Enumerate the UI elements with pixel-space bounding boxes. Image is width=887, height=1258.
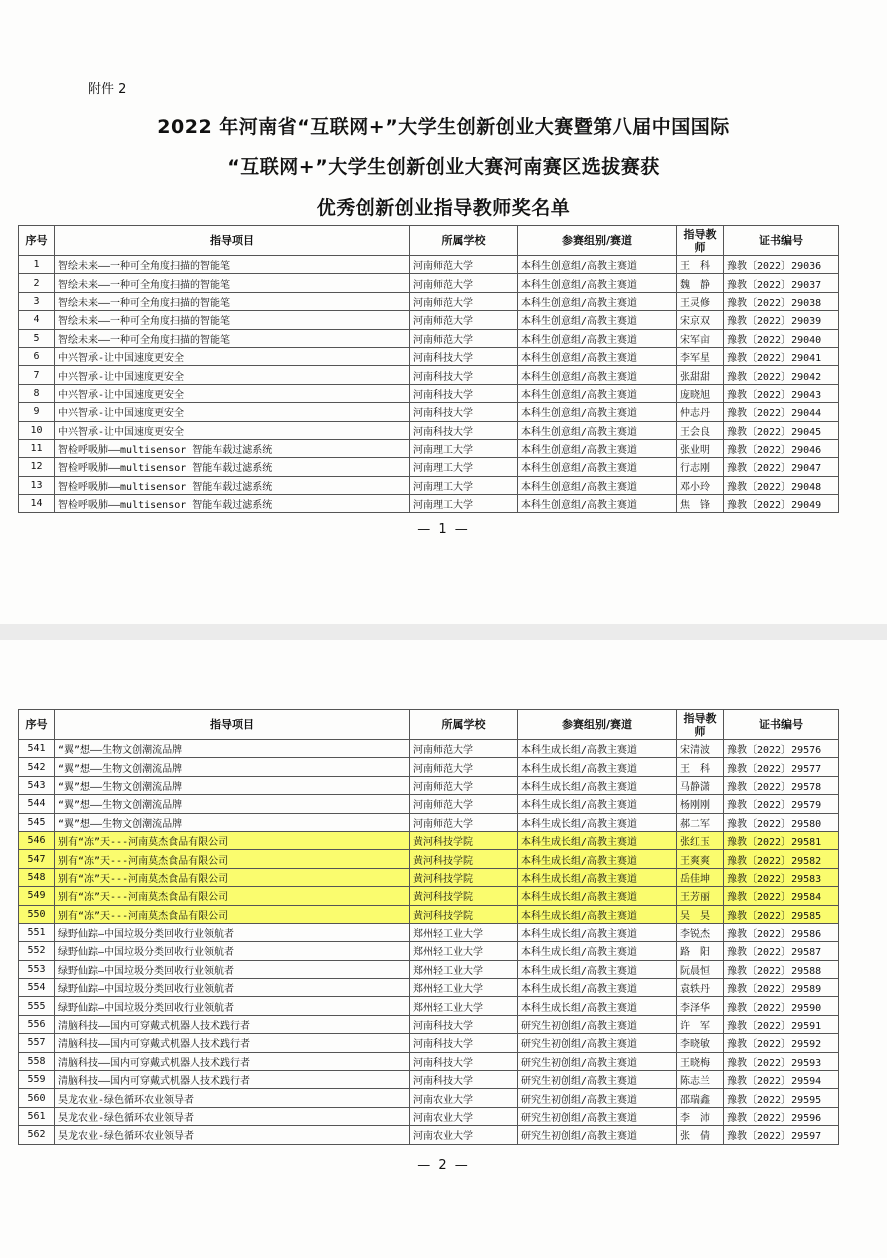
table-row [19,1089,839,1107]
cell-no: 4 [19,311,55,329]
table-row [19,384,839,402]
cell-project: “翼”想——生物文创潮流品牌 [55,795,410,813]
cell-school: 河南师范大学 [410,795,518,813]
cell-track: 本科生成长组/高教主赛道 [518,776,677,794]
cell-project: “翼”想——生物文创潮流品牌 [55,776,410,794]
table-row [19,1071,839,1089]
cell-track: 本科生成长组/高教主赛道 [518,887,677,905]
cell-cert: 豫教〔2022〕29586 [724,923,839,941]
cell-project: 清脑科技——国内可穿戴式机器人技术践行者 [55,1071,410,1089]
cell-track: 本科生成长组/高教主赛道 [518,868,677,886]
cell-teacher: 吴 昊 [677,905,724,923]
col-header-teacher: 指导教师 [677,710,724,740]
table-row [19,758,839,776]
document-title-line-3: 优秀创新创业指导教师奖名单 [316,197,571,219]
cell-cert: 豫教〔2022〕29579 [724,795,839,813]
table-row [19,850,839,868]
cell-teacher: 杨刚刚 [677,795,724,813]
cell-teacher: 张业明 [677,439,724,457]
cell-no: 550 [19,905,55,923]
cell-no: 553 [19,960,55,978]
table-row [19,813,839,831]
cell-no: 544 [19,795,55,813]
table-row [19,868,839,886]
cell-no: 556 [19,1015,55,1033]
cell-teacher: 魏 静 [677,274,724,292]
cell-school: 河南师范大学 [410,758,518,776]
cell-school: 黄河科技学院 [410,831,518,849]
cell-cert: 豫教〔2022〕29584 [724,887,839,905]
cell-track: 研究生初创组/高教主赛道 [518,1107,677,1125]
cell-no: 555 [19,997,55,1015]
cell-no: 541 [19,740,55,758]
table-row [19,776,839,794]
cell-cert: 豫教〔2022〕29047 [724,458,839,476]
cell-school: 黄河科技学院 [410,905,518,923]
cell-track: 本科生创意组/高教主赛道 [518,347,677,365]
cell-project: 昊龙农业-绿色循环农业领导者 [55,1126,410,1144]
col-header-no: 序号 [19,710,55,740]
cell-no: 2 [19,274,55,292]
cell-no: 3 [19,292,55,310]
cell-teacher: 袁轶丹 [677,979,724,997]
cell-cert: 豫教〔2022〕29582 [724,850,839,868]
table-row [19,979,839,997]
cell-school: 河南师范大学 [410,740,518,758]
cell-teacher: 焦 锋 [677,495,724,513]
cell-project: 绿野仙踪—中国垃圾分类回收行业领航者 [55,923,410,941]
cell-cert: 豫教〔2022〕29049 [724,495,839,513]
cell-cert: 豫教〔2022〕29585 [724,905,839,923]
cell-project: 中兴智承-让中国速度更安全 [55,421,410,439]
cell-no: 10 [19,421,55,439]
cell-no: 551 [19,923,55,941]
cell-project: 中兴智承-让中国速度更安全 [55,384,410,402]
cell-teacher: 郝二军 [677,813,724,831]
table-row [19,1034,839,1052]
cell-track: 研究生初创组/高教主赛道 [518,1089,677,1107]
cell-teacher: 邵瑞鑫 [677,1089,724,1107]
cell-cert: 豫教〔2022〕29589 [724,979,839,997]
cell-school: 河南农业大学 [410,1107,518,1125]
cell-teacher: 王晓梅 [677,1052,724,1070]
cell-track: 本科生创意组/高教主赛道 [518,495,677,513]
cell-cert: 豫教〔2022〕29045 [724,421,839,439]
cell-project: 中兴智承-让中国速度更安全 [55,403,410,421]
cell-school: 河南科技大学 [410,1052,518,1070]
cell-school: 河南师范大学 [410,776,518,794]
cell-no: 1 [19,256,55,274]
cell-no: 11 [19,439,55,457]
cell-school: 河南科技大学 [410,366,518,384]
cell-project: 别有“冻”天---河南莫杰食品有限公司 [55,850,410,868]
col-header-project: 指导项目 [55,710,410,740]
cell-no: 13 [19,476,55,494]
cell-cert: 豫教〔2022〕29583 [724,868,839,886]
cell-no: 9 [19,403,55,421]
cell-cert: 豫教〔2022〕29042 [724,366,839,384]
table-header-row [19,226,839,256]
cell-track: 本科生创意组/高教主赛道 [518,329,677,347]
cell-cert: 豫教〔2022〕29592 [724,1034,839,1052]
cell-track: 本科生成长组/高教主赛道 [518,813,677,831]
table-row [19,366,839,384]
cell-project: 智绘未来——一种可全角度扫描的智能笔 [55,292,410,310]
cell-cert: 豫教〔2022〕29046 [724,439,839,457]
cell-track: 本科生成长组/高教主赛道 [518,942,677,960]
cell-project: 智绘未来——一种可全角度扫描的智能笔 [55,256,410,274]
cell-school: 河南师范大学 [410,274,518,292]
cell-project: 智绘未来——一种可全角度扫描的智能笔 [55,274,410,292]
table-row [19,495,839,513]
cell-cert: 豫教〔2022〕29577 [724,758,839,776]
cell-teacher: 王灵修 [677,292,724,310]
cell-track: 本科生创意组/高教主赛道 [518,421,677,439]
cell-track: 本科生成长组/高教主赛道 [518,923,677,941]
cell-no: 12 [19,458,55,476]
table-header-row [19,710,839,740]
cell-track: 本科生成长组/高教主赛道 [518,758,677,776]
table-row [19,1107,839,1125]
cell-teacher: 张 倩 [677,1126,724,1144]
cell-project: 智绘未来——一种可全角度扫描的智能笔 [55,311,410,329]
cell-cert: 豫教〔2022〕29044 [724,403,839,421]
cell-track: 本科生创意组/高教主赛道 [518,292,677,310]
cell-school: 黄河科技学院 [410,850,518,868]
cell-no: 562 [19,1126,55,1144]
col-header-track: 参赛组别/赛道 [518,226,677,256]
cell-project: 绿野仙踪—中国垃圾分类回收行业领航者 [55,960,410,978]
cell-school: 河南科技大学 [410,347,518,365]
document-title-line-1: 2022 年河南省“互联网+”大学生创新创业大赛暨第八届中国国际 [157,116,730,138]
col-header-school: 所属学校 [410,710,518,740]
cell-no: 554 [19,979,55,997]
cell-cert: 豫教〔2022〕29591 [724,1015,839,1033]
cell-project: “翼”想——生物文创潮流品牌 [55,813,410,831]
cell-cert: 豫教〔2022〕29581 [724,831,839,849]
cell-cert: 豫教〔2022〕29588 [724,960,839,978]
cell-no: 547 [19,850,55,868]
cell-project: 智绘未来——一种可全角度扫描的智能笔 [55,329,410,347]
col-header-project: 指导项目 [55,226,410,256]
cell-teacher: 许 军 [677,1015,724,1033]
cell-track: 研究生初创组/高教主赛道 [518,1071,677,1089]
document-title-line-2: “互联网+”大学生创新创业大赛河南赛区选拔赛获 [227,156,660,178]
table-row [19,458,839,476]
cell-cert: 豫教〔2022〕29594 [724,1071,839,1089]
col-header-cert: 证书编号 [724,226,839,256]
cell-track: 研究生初创组/高教主赛道 [518,1034,677,1052]
cell-project: 昊龙农业-绿色循环农业领导者 [55,1089,410,1107]
cell-no: 14 [19,495,55,513]
cell-no: 548 [19,868,55,886]
table-row [19,905,839,923]
cell-track: 本科生创意组/高教主赛道 [518,476,677,494]
table-row [19,960,839,978]
cell-cert: 豫教〔2022〕29039 [724,311,839,329]
cell-school: 河南师范大学 [410,256,518,274]
cell-cert: 豫教〔2022〕29041 [724,347,839,365]
table-row [19,887,839,905]
cell-no: 561 [19,1107,55,1125]
cell-teacher: 张红玉 [677,831,724,849]
table-row [19,421,839,439]
cell-track: 本科生成长组/高教主赛道 [518,979,677,997]
table-row [19,256,839,274]
cell-teacher: 王 科 [677,758,724,776]
cell-teacher: 行志刚 [677,458,724,476]
cell-teacher: 王 科 [677,256,724,274]
cell-teacher: 仲志丹 [677,403,724,421]
cell-track: 研究生初创组/高教主赛道 [518,1015,677,1033]
document-page-1 [0,0,887,624]
cell-project: 清脑科技——国内可穿戴式机器人技术践行者 [55,1015,410,1033]
cell-project: 绿野仙踪—中国垃圾分类回收行业领航者 [55,942,410,960]
cell-school: 河南科技大学 [410,403,518,421]
cell-school: 河南科技大学 [410,1034,518,1052]
cell-cert: 豫教〔2022〕29590 [724,997,839,1015]
cell-teacher: 陈志兰 [677,1071,724,1089]
cell-no: 552 [19,942,55,960]
cell-track: 本科生创意组/高教主赛道 [518,311,677,329]
cell-cert: 豫教〔2022〕29040 [724,329,839,347]
table-row [19,403,839,421]
cell-project: 智检呼吸肺——multisensor 智能车载过滤系统 [55,495,410,513]
cell-teacher: 宋军亩 [677,329,724,347]
cell-cert: 豫教〔2022〕29048 [724,476,839,494]
cell-teacher: 阮晨恒 [677,960,724,978]
cell-school: 河南理工大学 [410,495,518,513]
col-header-cert: 证书编号 [724,710,839,740]
table-row [19,831,839,849]
cell-track: 研究生初创组/高教主赛道 [518,1052,677,1070]
document-page-2 [0,640,887,1258]
cell-no: 549 [19,887,55,905]
cell-teacher: 李锐杰 [677,923,724,941]
cell-no: 5 [19,329,55,347]
table-row [19,439,839,457]
cell-school: 郑州轻工业大学 [410,960,518,978]
cell-cert: 豫教〔2022〕29593 [724,1052,839,1070]
cell-school: 河南师范大学 [410,813,518,831]
cell-no: 542 [19,758,55,776]
cell-school: 河南师范大学 [410,292,518,310]
cell-teacher: 宋京双 [677,311,724,329]
cell-cert: 豫教〔2022〕29597 [724,1126,839,1144]
cell-project: “翼”想——生物文创潮流品牌 [55,758,410,776]
cell-school: 河南理工大学 [410,439,518,457]
cell-teacher: 李晓敏 [677,1034,724,1052]
cell-school: 河南理工大学 [410,476,518,494]
cell-cert: 豫教〔2022〕29595 [724,1089,839,1107]
cell-project: 别有“冻”天---河南莫杰食品有限公司 [55,868,410,886]
cell-project: 智检呼吸肺——multisensor 智能车载过滤系统 [55,476,410,494]
table-row [19,311,839,329]
table-row [19,795,839,813]
cell-school: 河南师范大学 [410,311,518,329]
award-table-page-1 [18,225,839,513]
table-row [19,923,839,941]
annex-label: 附件 2 [88,82,127,97]
table-row [19,292,839,310]
cell-track: 本科生成长组/高教主赛道 [518,997,677,1015]
cell-project: 智检呼吸肺——multisensor 智能车载过滤系统 [55,458,410,476]
cell-project: “翼”想——生物文创潮流品牌 [55,740,410,758]
page-number: — 1 — [417,522,470,537]
cell-project: 绿野仙踪—中国垃圾分类回收行业领航者 [55,997,410,1015]
col-header-teacher: 指导教师 [677,226,724,256]
cell-no: 545 [19,813,55,831]
cell-teacher: 张甜甜 [677,366,724,384]
table-row [19,274,839,292]
cell-track: 本科生成长组/高教主赛道 [518,960,677,978]
cell-track: 本科生成长组/高教主赛道 [518,850,677,868]
table-row [19,1015,839,1033]
table-row [19,942,839,960]
cell-project: 清脑科技——国内可穿戴式机器人技术践行者 [55,1052,410,1070]
cell-cert: 豫教〔2022〕29596 [724,1107,839,1125]
cell-teacher: 岳佳坤 [677,868,724,886]
cell-school: 河南科技大学 [410,421,518,439]
cell-cert: 豫教〔2022〕29587 [724,942,839,960]
cell-no: 6 [19,347,55,365]
cell-track: 本科生创意组/高教主赛道 [518,366,677,384]
cell-school: 郑州轻工业大学 [410,923,518,941]
cell-teacher: 李 沛 [677,1107,724,1125]
cell-school: 河南农业大学 [410,1089,518,1107]
page-number: — 2 — [417,1158,470,1173]
cell-no: 557 [19,1034,55,1052]
cell-track: 本科生成长组/高教主赛道 [518,795,677,813]
cell-teacher: 王会良 [677,421,724,439]
cell-school: 河南科技大学 [410,1071,518,1089]
cell-project: 中兴智承-让中国速度更安全 [55,347,410,365]
cell-project: 中兴智承-让中国速度更安全 [55,366,410,384]
cell-no: 559 [19,1071,55,1089]
table-row [19,476,839,494]
cell-cert: 豫教〔2022〕29578 [724,776,839,794]
cell-teacher: 路 阳 [677,942,724,960]
cell-no: 8 [19,384,55,402]
cell-teacher: 马静潇 [677,776,724,794]
cell-no: 558 [19,1052,55,1070]
cell-track: 本科生创意组/高教主赛道 [518,256,677,274]
cell-cert: 豫教〔2022〕29038 [724,292,839,310]
cell-track: 本科生成长组/高教主赛道 [518,831,677,849]
cell-project: 清脑科技——国内可穿戴式机器人技术践行者 [55,1034,410,1052]
cell-cert: 豫教〔2022〕29580 [724,813,839,831]
cell-no: 546 [19,831,55,849]
cell-cert: 豫教〔2022〕29037 [724,274,839,292]
cell-track: 本科生创意组/高教主赛道 [518,458,677,476]
cell-project: 智检呼吸肺——multisensor 智能车载过滤系统 [55,439,410,457]
cell-school: 河南科技大学 [410,1015,518,1033]
cell-teacher: 宋清波 [677,740,724,758]
cell-project: 别有“冻”天---河南莫杰食品有限公司 [55,905,410,923]
cell-teacher: 李泽华 [677,997,724,1015]
award-table-page-2 [18,709,839,1145]
cell-teacher: 邓小玲 [677,476,724,494]
cell-track: 本科生创意组/高教主赛道 [518,384,677,402]
cell-teacher: 王芳丽 [677,887,724,905]
cell-project: 别有“冻”天---河南莫杰食品有限公司 [55,831,410,849]
cell-track: 本科生创意组/高教主赛道 [518,403,677,421]
cell-school: 郑州轻工业大学 [410,997,518,1015]
table-row [19,329,839,347]
cell-school: 河南科技大学 [410,384,518,402]
cell-track: 本科生创意组/高教主赛道 [518,274,677,292]
cell-track: 本科生成长组/高教主赛道 [518,905,677,923]
cell-school: 河南理工大学 [410,458,518,476]
table-row [19,347,839,365]
cell-school: 河南农业大学 [410,1126,518,1144]
cell-project: 别有“冻”天---河南莫杰食品有限公司 [55,887,410,905]
cell-cert: 豫教〔2022〕29036 [724,256,839,274]
cell-school: 河南师范大学 [410,329,518,347]
cell-no: 7 [19,366,55,384]
cell-track: 研究生初创组/高教主赛道 [518,1126,677,1144]
table-row [19,1052,839,1070]
cell-cert: 豫教〔2022〕29043 [724,384,839,402]
cell-track: 本科生创意组/高教主赛道 [518,439,677,457]
cell-teacher: 李军星 [677,347,724,365]
col-header-no: 序号 [19,226,55,256]
table-row [19,740,839,758]
cell-school: 郑州轻工业大学 [410,942,518,960]
cell-project: 昊龙农业-绿色循环农业领导者 [55,1107,410,1125]
table-row [19,1126,839,1144]
cell-track: 本科生成长组/高教主赛道 [518,740,677,758]
cell-teacher: 王爽爽 [677,850,724,868]
cell-no: 560 [19,1089,55,1107]
table-row [19,997,839,1015]
cell-teacher: 庞晓旭 [677,384,724,402]
cell-school: 郑州轻工业大学 [410,979,518,997]
cell-cert: 豫教〔2022〕29576 [724,740,839,758]
col-header-school: 所属学校 [410,226,518,256]
cell-school: 黄河科技学院 [410,868,518,886]
cell-project: 绿野仙踪—中国垃圾分类回收行业领航者 [55,979,410,997]
cell-school: 黄河科技学院 [410,887,518,905]
col-header-track: 参赛组别/赛道 [518,710,677,740]
cell-no: 543 [19,776,55,794]
